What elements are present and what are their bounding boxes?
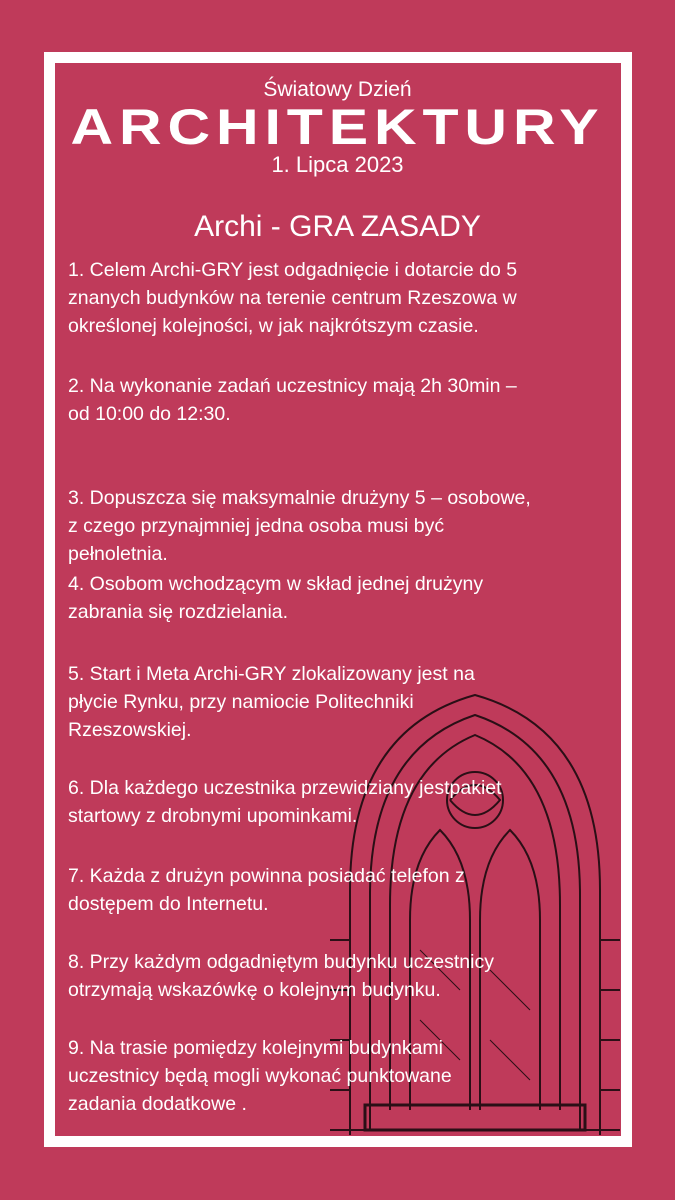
rule-item — [68, 256, 517, 340]
rule-line: 7. Każda z drużyn powinna posiadać telefon z — [68, 865, 465, 887]
header-subtitle: Światowy Dzień — [263, 78, 412, 101]
rule-line: zadania dodatkowe . — [68, 1093, 247, 1115]
rule-line: 8. Przy każdym odgadniętym budynku uczestnicy — [68, 951, 494, 973]
rule-item — [68, 660, 475, 744]
rule-line: 4. Osobom wchodzącym w skład jednej drużyny — [68, 573, 484, 595]
rule-line: uczestnicy będą mogli wykonać punktowane — [68, 1065, 452, 1087]
rule-item — [68, 484, 531, 568]
rule-line: 3. Dopuszcza się maksymalnie drużyny 5 – osobowe, — [68, 487, 531, 509]
rule-line: od 10:00 do 12:30. — [68, 403, 231, 425]
rule-line: dostępem do Internetu. — [68, 893, 269, 915]
rule-line: otrzymają wskazówkę o kolejnym budynku. — [68, 979, 441, 1001]
rule-item — [68, 372, 517, 428]
rule-item — [68, 774, 502, 830]
rule-line: 2. Na wykonanie zadań uczestnicy mają 2h 30min – — [68, 375, 517, 397]
rule-line: startowy z drobnymi upominkami. — [68, 805, 358, 827]
rule-line: pełnoletnia. — [68, 543, 168, 565]
rule-line: płycie Rynku, przy namiocie Politechniki — [68, 691, 414, 713]
rule-line: 5. Start i Meta Archi-GRY zlokalizowany jest na — [68, 663, 475, 685]
rule-line: 1. Celem Archi-GRY jest odgadnięcie i dotarcie do 5 — [68, 259, 518, 281]
rule-line: 9. Na trasie pomiędzy kolejnymi budynkami — [68, 1037, 443, 1059]
rule-line: z czego przynajmniej jedna osoba musi być — [68, 515, 445, 537]
rule-item — [68, 948, 494, 1004]
rule-item — [68, 1034, 452, 1118]
rule-item — [68, 570, 483, 626]
rule-item — [68, 862, 465, 918]
rules-title: Archi - GRA ZASADY — [194, 210, 481, 243]
rule-line: 6. Dla każdego uczestnika przewidziany jestpakiet — [68, 777, 502, 799]
header-title: ARCHITEKTURY — [70, 99, 605, 155]
header-date: 1. Lipca 2023 — [271, 152, 404, 177]
rule-line: określonej kolejności, w jak najkrótszym czasie. — [68, 315, 479, 337]
rule-line: Rzeszowskiej. — [68, 719, 192, 741]
rule-line: zabrania się rozdzielania. — [68, 601, 289, 623]
rule-line: znanych budynków na terenie centrum Rzeszowa w — [68, 287, 517, 309]
